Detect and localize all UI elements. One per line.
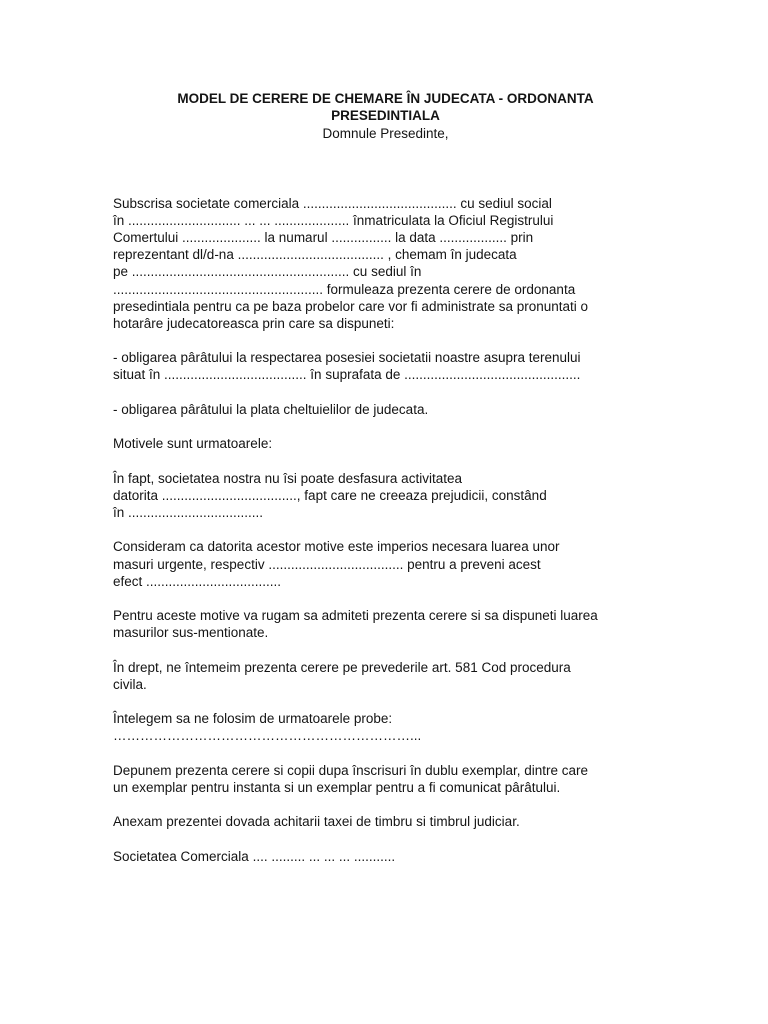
text-line: efect .................................... — [113, 573, 282, 589]
paragraph — [113, 762, 658, 796]
text-line: Comertului ..................... la numarul ................ la data .................. prin — [113, 229, 534, 245]
paragraph — [113, 813, 658, 830]
text-line: reprezentant dl/d-na ....................................... , chemam în judecata — [113, 247, 517, 263]
paragraph — [113, 195, 658, 333]
spacer — [113, 143, 658, 195]
spacer — [113, 452, 658, 469]
paragraph — [113, 538, 658, 590]
text-line: Consideram ca datorita acestor motive este imperios necesara luarea unor — [113, 539, 560, 555]
text-line: - obligarea pârâtului la respectarea posesiei societatii noastre asupra terenului — [113, 350, 581, 366]
text-line: În drept, ne întemeim prezenta cerere pe prevederile art. 581 Cod procedura — [113, 659, 571, 675]
spacer — [113, 590, 658, 607]
document-body — [113, 91, 658, 865]
text-line: Societatea Comerciala .... ......... ... ... ... ........... — [113, 848, 396, 864]
text-line: în .............................. ... ... .................... înmatriculata la Oficiul Registrului — [113, 212, 554, 228]
text-line: Motivele sunt urmatoarele: — [113, 436, 273, 452]
salutation: Domnule Presedinte, — [322, 126, 449, 142]
text-line: în .................................... — [113, 504, 264, 520]
text-line: Subscrisa societate comerciala ......................................... cu sediul social — [113, 195, 552, 211]
text-line: ........................................................ formuleaza prezenta cerere de ordonanta — [113, 281, 576, 297]
title-line: MODEL DE CERERE DE CHEMARE ÎN JUDECATA - ORDONANTA — [177, 91, 594, 106]
spacer — [113, 332, 658, 349]
paragraph — [113, 710, 658, 744]
paragraph — [113, 435, 658, 452]
text-line: Pentru aceste motive va rugam sa admiteti prezenta cerere si sa dispuneti luarea — [113, 608, 598, 624]
text-line: presedintiala pentru ca pe baza probelor care vor fi administrate sa pronuntati o — [113, 298, 589, 314]
text-line: masuri urgente, respectiv .................................... pentru a preveni acest — [113, 556, 541, 572]
paragraph — [113, 848, 658, 865]
spacer — [113, 641, 658, 658]
spacer — [113, 693, 658, 710]
text-line: masurilor sus-mentionate. — [113, 625, 269, 641]
title-line: PRESEDINTIALA — [331, 108, 440, 124]
paragraph — [113, 470, 658, 522]
text-line: hotarâre judecatoreasca prin care sa dispuneti: — [113, 315, 395, 331]
paragraph — [113, 607, 658, 641]
spacer — [113, 418, 658, 435]
paragraph — [113, 401, 658, 418]
spacer — [113, 745, 658, 762]
text-line: civila. — [113, 676, 147, 692]
paragraph — [113, 349, 658, 383]
spacer — [113, 384, 658, 401]
spacer — [113, 521, 658, 538]
text-line: Depunem prezenta cerere si copii dupa înscrisuri în dublu exemplar, dintre care — [113, 762, 588, 778]
text-line: Întelegem sa ne folosim de urmatoarele probe: — [113, 711, 393, 727]
text-line: pe .......................................................... cu sediul în — [113, 264, 422, 280]
text-line: În fapt, societatea nostra nu îsi poate desfasura activitatea — [113, 470, 462, 486]
paragraph — [113, 659, 658, 693]
spacer — [113, 831, 658, 848]
spacer — [113, 796, 658, 813]
text-line: …………………………………………………………... — [113, 728, 422, 744]
text-line: - obligarea pârâtului la plata cheltuielilor de judecata. — [113, 401, 429, 417]
text-line: un exemplar pentru instanta si un exemplar pentru a fi comunicat pârâtului. — [113, 779, 561, 795]
text-line: situat în ...................................... în suprafata de ............................................... — [113, 367, 581, 383]
text-line: datorita ...................................., fapt care ne creeaza prejudicii, constând — [113, 487, 547, 503]
text-line: Anexam prezentei dovada achitarii taxei de timbru si timbrul judiciar. — [113, 814, 520, 830]
document-title — [113, 91, 658, 125]
